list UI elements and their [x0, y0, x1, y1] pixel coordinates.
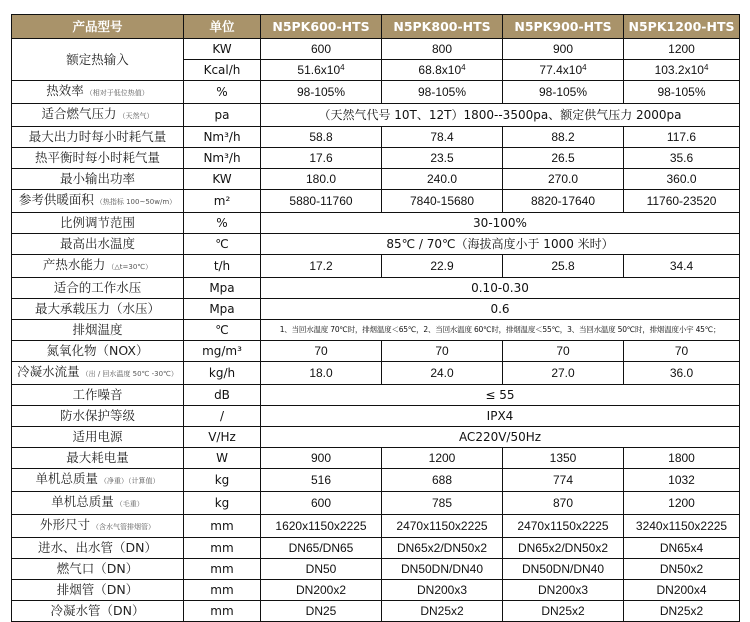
value-cell: [624, 255, 740, 278]
value-cell: [624, 492, 740, 515]
value-cell-merged: 1、当回水温度 70℃时，排烟温度＜65℃，2、当回水温度 60℃时，排烟温度＜55℃，3、当回水温度 50℃时，排烟温度小宇 45℃；: [261, 320, 740, 341]
value-text: 78.4: [430, 130, 454, 144]
value-cell: [382, 255, 503, 278]
value-cell: [261, 601, 382, 622]
param-label: 最大耗电量: [66, 450, 129, 465]
param-cell: [12, 213, 184, 234]
param-cell: [12, 320, 184, 341]
value-text: 51.6x10: [297, 63, 341, 77]
param-label: 进水、出水管（DN）: [38, 540, 157, 555]
value-text: 68.8x10: [418, 63, 462, 77]
param-label: 单机总质量: [51, 494, 114, 509]
value-cell: [261, 169, 382, 190]
table-row: [12, 559, 740, 580]
value-cell: [382, 127, 503, 148]
value-cell: [503, 148, 624, 169]
value-cell: [382, 148, 503, 169]
value-cell: [261, 515, 382, 538]
table-row: [12, 601, 740, 622]
unit-cell: /: [184, 406, 261, 427]
value-text: 58.8: [309, 130, 333, 144]
value-text: 98-105%: [417, 85, 467, 99]
value-text: DN50DN/DN40: [400, 562, 484, 576]
param-cell: [12, 580, 184, 601]
value-cell: [624, 362, 740, 385]
unit-cell: kg/h: [184, 362, 261, 385]
value-cell: [503, 492, 624, 515]
unit-cell: Kcal/h: [184, 60, 261, 81]
value-cell: [382, 492, 503, 515]
table-row: [12, 39, 740, 60]
param-cell: [12, 190, 184, 213]
value-cell: [382, 362, 503, 385]
value-text: DN200x2: [295, 583, 347, 597]
value-cell: [261, 492, 382, 515]
value-text: 1620x1150x2225: [275, 519, 367, 533]
value-cell: [261, 362, 382, 385]
table-row: [12, 234, 740, 255]
value-cell: [624, 81, 740, 104]
value-text: DN200x3: [416, 583, 468, 597]
value-text: 88.2: [551, 130, 575, 144]
table-row: [12, 515, 740, 538]
value-text: 774: [552, 473, 574, 487]
param-label: 热效率: [46, 83, 84, 98]
param-cell: [12, 538, 184, 559]
table-row: [12, 104, 740, 127]
value-cell: [624, 341, 740, 362]
value-text: DN65x4: [659, 541, 704, 555]
param-cell: [12, 278, 184, 299]
exponent: 4: [582, 63, 587, 72]
param-cell: [12, 362, 184, 385]
value-cell: [503, 127, 624, 148]
value-cell: [382, 469, 503, 492]
param-label: 适合的工作水压: [53, 280, 142, 295]
value-cell: [624, 515, 740, 538]
param-cell: [12, 127, 184, 148]
value-cell: [261, 580, 382, 601]
value-text: 270.0: [547, 172, 579, 186]
unit-cell: Nm³/h: [184, 127, 261, 148]
table-body: [12, 39, 740, 622]
value-text: 27.0: [551, 366, 575, 380]
value-text: 2470x1150x2225: [517, 519, 609, 533]
param-label: 外形尺寸: [39, 517, 90, 532]
value-cell: [382, 559, 503, 580]
table-row: [12, 362, 740, 385]
value-cell: [261, 538, 382, 559]
value-text: 688: [431, 473, 453, 487]
value-cell: [503, 60, 624, 81]
value-cell: [503, 469, 624, 492]
value-cell: [382, 538, 503, 559]
value-cell: [624, 148, 740, 169]
value-text: 240.0: [426, 172, 458, 186]
value-text: 3240x1150x2225: [635, 519, 728, 533]
value-cell: [261, 469, 382, 492]
param-cell: [12, 492, 184, 515]
unit-cell: Mpa: [184, 299, 261, 320]
value-cell: [261, 448, 382, 469]
param-label: 排烟温度: [72, 322, 123, 337]
unit-cell: mg/m³: [184, 341, 261, 362]
value-cell: [624, 559, 740, 580]
value-text: 98-105%: [657, 85, 706, 99]
value-text: 70: [674, 344, 689, 358]
param-cell: [12, 299, 184, 320]
unit-cell: mm: [184, 580, 261, 601]
value-text: 11760-23520: [646, 194, 717, 208]
unit-cell: mm: [184, 601, 261, 622]
table-row: [12, 341, 740, 362]
param-cell: [12, 469, 184, 492]
unit-cell: mm: [184, 559, 261, 580]
value-cell: [382, 39, 503, 60]
value-text: 785: [431, 496, 453, 510]
value-text: 8820-17640: [530, 194, 596, 208]
value-text: DN65x2/DN50x2: [396, 541, 488, 555]
unit-cell: ℃: [184, 320, 261, 341]
value-text: DN65x2/DN50x2: [517, 541, 609, 555]
value-text: 7840-15680: [409, 194, 475, 208]
param-label: 最高出水温度: [59, 236, 135, 251]
value-text: 5880-11760: [289, 194, 353, 208]
param-cell: [12, 234, 184, 255]
value-text: 34.4: [669, 259, 694, 273]
value-cell: [261, 148, 382, 169]
param-label: 最大出力时每小时耗气量: [28, 129, 167, 144]
value-cell: [261, 255, 382, 278]
param-cell: [12, 81, 184, 104]
value-text: 2470x1150x2225: [396, 519, 488, 533]
value-cell: [624, 448, 740, 469]
value-cell: [503, 580, 624, 601]
value-cell: [261, 559, 382, 580]
table-row: [12, 427, 740, 448]
value-cell: [624, 190, 740, 213]
value-cell: [503, 559, 624, 580]
value-text: 516: [310, 473, 332, 487]
table-row: [12, 255, 740, 278]
value-cell-merged: 0.10-0.30: [261, 278, 740, 299]
value-cell: [261, 81, 382, 104]
param-label: 氮氧化物（NOX）: [46, 343, 149, 358]
param-cell: [12, 39, 184, 81]
table-row: [12, 406, 740, 427]
param-label: 参考供暖面积: [18, 192, 94, 207]
value-text: 70: [435, 344, 449, 358]
value-text: DN200x4: [656, 583, 707, 597]
table-row: [12, 492, 740, 515]
header-row: [12, 15, 740, 39]
param-cell: [12, 559, 184, 580]
value-cell: [382, 580, 503, 601]
value-text: 98-105%: [538, 85, 588, 99]
value-text: DN25x2: [420, 604, 464, 618]
value-cell: [624, 39, 740, 60]
param-cell: [12, 427, 184, 448]
value-cell: [503, 515, 624, 538]
value-text: 870: [552, 496, 574, 510]
value-text: 26.5: [551, 151, 575, 165]
value-text: DN50x2: [659, 562, 704, 576]
table-row: [12, 299, 740, 320]
table-row: [12, 169, 740, 190]
value-cell: [503, 362, 624, 385]
value-text: 117.6: [666, 130, 697, 144]
param-cell: [12, 406, 184, 427]
param-note: （△t=30℃）: [107, 263, 153, 271]
value-text: 1200: [668, 42, 695, 56]
value-cell: [382, 81, 503, 104]
param-label: 比例调节范围: [59, 215, 135, 230]
value-cell-merged: IPX4: [261, 406, 740, 427]
exponent: 4: [703, 63, 709, 72]
value-cell-merged: （天然气代号 10T、12T）1800--3500pa、额定供气压力 2000pa: [261, 104, 740, 127]
value-text: DN65/DN65: [288, 541, 354, 555]
value-cell: [261, 127, 382, 148]
param-label: 适用电源: [72, 429, 123, 444]
param-note: （含水气管排烟管）: [92, 523, 155, 531]
table-row: [12, 278, 740, 299]
unit-cell: V/Hz: [184, 427, 261, 448]
unit-cell: kg: [184, 469, 261, 492]
param-cell: [12, 255, 184, 278]
value-text: 25.8: [551, 259, 575, 273]
param-label: 适合燃气压力: [41, 106, 117, 121]
unit-cell: %: [184, 81, 261, 104]
table-row: [12, 81, 740, 104]
param-cell: [12, 341, 184, 362]
value-cell-merged: ≤ 55: [261, 385, 740, 406]
unit-cell: KW: [184, 39, 261, 60]
param-cell: [12, 148, 184, 169]
value-cell: [503, 255, 624, 278]
exponent: 4: [340, 63, 345, 72]
value-cell-merged: AC220V/50Hz: [261, 427, 740, 448]
value-text: 17.6: [309, 151, 333, 165]
table-row: [12, 190, 740, 213]
value-cell: [382, 341, 503, 362]
value-text: 900: [552, 42, 574, 56]
header-n5pk800: N5PK800-HTS: [382, 15, 503, 39]
value-cell: [624, 469, 740, 492]
value-cell: [261, 60, 382, 81]
value-cell: [624, 601, 740, 622]
param-note: （净重）（计算值）: [100, 477, 160, 485]
value-text: DN25x2: [659, 604, 704, 618]
table-row: [12, 538, 740, 559]
value-text: 180.0: [305, 172, 337, 186]
param-label: 最小输出功率: [59, 171, 135, 186]
param-label: 防水保护等级: [59, 408, 135, 423]
param-note: （毛重）: [115, 500, 144, 508]
value-text: 70: [556, 344, 570, 358]
unit-cell: pa: [184, 104, 261, 127]
value-cell: [503, 341, 624, 362]
param-label: 产热水能力: [42, 257, 106, 272]
param-label: 工作噪音: [72, 387, 123, 402]
unit-cell: dB: [184, 385, 261, 406]
param-label: 燃气口（DN）: [56, 561, 139, 576]
spec-table: [11, 14, 740, 622]
value-text: 1800: [668, 451, 695, 465]
param-note: （出 / 回水温度 50℃ -30℃）: [81, 370, 178, 378]
param-note: （天然气）: [118, 112, 154, 120]
unit-cell: kg: [184, 492, 261, 515]
value-text: 103.2x10: [654, 63, 704, 77]
value-text: 23.5: [430, 151, 454, 165]
header-n5pk1200: N5PK1200-HTS: [624, 15, 740, 39]
param-label: 冷凝水流量: [17, 364, 80, 379]
value-text: 98-105%: [296, 85, 346, 99]
param-label: 排烟管（DN）: [56, 582, 139, 597]
unit-cell: %: [184, 213, 261, 234]
value-text: DN200x3: [537, 583, 589, 597]
header-n5pk600: N5PK600-HTS: [261, 15, 382, 39]
value-text: 22.9: [430, 259, 454, 273]
param-label: 最大承载压力（水压）: [34, 301, 160, 316]
table-row: [12, 580, 740, 601]
value-text: 600: [310, 496, 332, 510]
value-text: 35.6: [669, 151, 694, 165]
value-text: DN25x2: [541, 604, 585, 618]
value-cell: [503, 169, 624, 190]
param-cell: [12, 601, 184, 622]
value-cell: [624, 538, 740, 559]
value-cell: [382, 515, 503, 538]
header-unit: 单位: [184, 15, 261, 39]
unit-cell: m²: [184, 190, 261, 213]
unit-cell: W: [184, 448, 261, 469]
value-cell: [261, 341, 382, 362]
table-row: [12, 320, 740, 341]
value-text: 1350: [549, 451, 577, 465]
value-cell: [624, 580, 740, 601]
value-text: 600: [310, 42, 332, 56]
value-cell: [382, 601, 503, 622]
param-cell: [12, 448, 184, 469]
value-text: 70: [314, 344, 328, 358]
value-cell: [503, 39, 624, 60]
value-text: 1200: [668, 496, 695, 510]
param-label: 热平衡时每小时耗气量: [34, 150, 160, 165]
value-cell: [503, 190, 624, 213]
value-text: 77.4x10: [539, 63, 583, 77]
unit-cell: Nm³/h: [184, 148, 261, 169]
param-label: 冷凝水管（DN）: [50, 603, 145, 618]
exponent: 4: [461, 63, 466, 72]
table-row: [12, 213, 740, 234]
value-cell: [503, 601, 624, 622]
table-row: [12, 469, 740, 492]
header-model: 产品型号: [12, 15, 184, 39]
value-cell: [382, 169, 503, 190]
value-cell-merged: 30-100%: [261, 213, 740, 234]
value-text: 17.2: [309, 259, 333, 273]
param-note: （热指标 100~50w/m）: [95, 198, 177, 206]
value-cell: [624, 169, 740, 190]
value-cell: [624, 60, 740, 81]
param-label: 额定热输入: [66, 51, 129, 67]
param-note: （相对于低位热值）: [85, 89, 149, 97]
unit-cell: Mpa: [184, 278, 261, 299]
unit-cell: t/h: [184, 255, 261, 278]
table-row: [12, 385, 740, 406]
value-text: 1200: [428, 451, 456, 465]
value-text: 18.0: [309, 366, 333, 380]
value-text: 800: [431, 42, 453, 56]
param-cell: [12, 385, 184, 406]
value-cell: [382, 190, 503, 213]
value-text: DN50: [305, 562, 337, 576]
value-cell: [503, 81, 624, 104]
param-cell: [12, 515, 184, 538]
value-cell: [261, 190, 382, 213]
header-n5pk900: N5PK900-HTS: [503, 15, 624, 39]
value-cell: [624, 127, 740, 148]
unit-cell: mm: [184, 538, 261, 559]
param-cell: [12, 169, 184, 190]
value-text: 24.0: [430, 366, 454, 380]
value-text: DN50DN/DN40: [521, 562, 605, 576]
value-cell-merged: 0.6: [261, 299, 740, 320]
value-cell: [382, 448, 503, 469]
value-text: 900: [310, 451, 332, 465]
param-label: 单机总质量: [35, 471, 98, 486]
value-cell: [261, 39, 382, 60]
unit-cell: mm: [184, 515, 261, 538]
value-text: 1032: [668, 473, 695, 487]
value-cell-merged: 85℃ / 70℃（海拔高度小于 1000 米时）: [261, 234, 740, 255]
value-cell: [503, 538, 624, 559]
param-cell: [12, 104, 184, 127]
table-row: [12, 127, 740, 148]
table-row: [12, 448, 740, 469]
value-cell: [382, 60, 503, 81]
value-text: 360.0: [666, 172, 697, 186]
value-text: 36.0: [669, 366, 694, 380]
value-text: DN25: [305, 604, 337, 618]
value-cell: [503, 448, 624, 469]
unit-cell: ℃: [184, 234, 261, 255]
unit-cell: KW: [184, 169, 261, 190]
table-row: [12, 148, 740, 169]
